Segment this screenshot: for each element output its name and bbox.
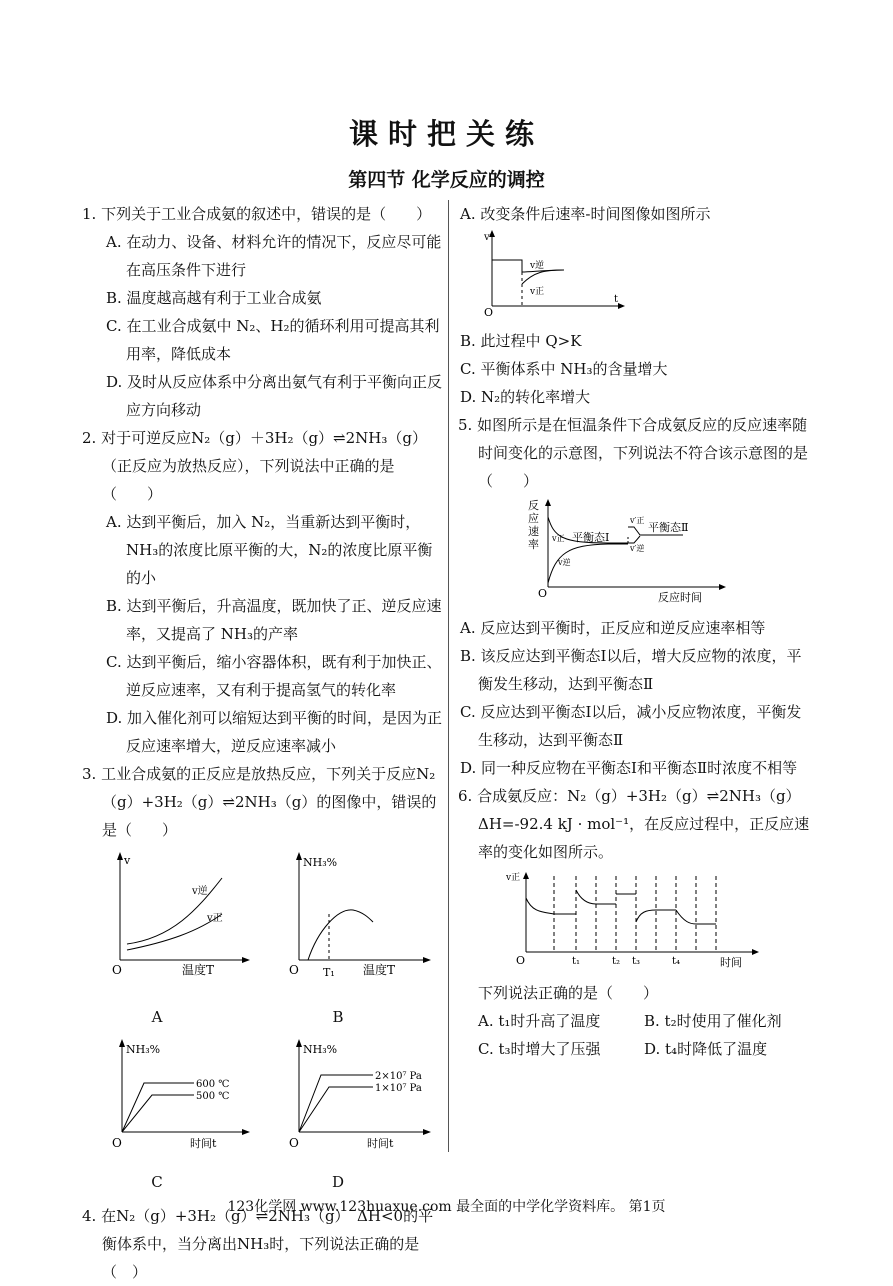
figure-5-state-2: 平衡态Ⅱ bbox=[648, 521, 689, 534]
figure-6-tick-t2: t₂ bbox=[612, 956, 621, 967]
figure-3c-origin: O bbox=[112, 1136, 122, 1150]
figure-3c-tag: C bbox=[151, 1173, 163, 1191]
figure-3c bbox=[82, 1037, 263, 1196]
question-6-stem: 6. 合成氨反应：N₂（g）+3H₂（g）⇌2NH₃（g）ΔH=-92.4 kJ · mol⁻¹，在反应过程中，正反应速率的变化如图所示。 bbox=[458, 787, 810, 861]
column-divider bbox=[448, 200, 449, 1152]
figure-3b-ylabel: NH₃% bbox=[303, 856, 338, 869]
figure-3c-series-1: 500 ℃ bbox=[196, 1091, 230, 1102]
figure-3d-line-2e7 bbox=[299, 1075, 373, 1132]
figure-3d-series-1: 1×10⁷ Pa bbox=[375, 1083, 422, 1094]
question-2-stem: 2. 对于可逆反应N₂（g）＋3H₂（g）⇌2NH₃（g）（正反应为放热反应），下列说法中正确的是（ ） bbox=[82, 429, 427, 503]
figure-5-xlabel: 反应时间 bbox=[658, 591, 702, 604]
question-2-option-d: D. 加入催化剂可以缩短达到平衡的时间，是因为正反应速率增大，逆反应速率减小 bbox=[106, 709, 443, 755]
figure-6-origin: O bbox=[516, 954, 526, 967]
question-3-stem: 3. 工业合成氨的正反应是放热反应，下列关于反应N₂（g）+3H₂（g）⇌2NH₃（g）的图像中，错误的是（ ） bbox=[82, 765, 437, 839]
figure-3d bbox=[263, 1037, 444, 1196]
figure-6-ylabel: v正 bbox=[506, 873, 521, 883]
figure-5-ylabel-0: 反 bbox=[528, 499, 539, 512]
figure-3a-curve-reverse bbox=[127, 878, 222, 944]
figure-4-series-0: v逆 bbox=[530, 261, 545, 271]
figure-6-tick-t1: t₁ bbox=[572, 956, 581, 967]
figure-3d-origin: O bbox=[289, 1136, 299, 1150]
question-1-option-a: A. 在动力、设备、材料允许的情况下，反应尽可能在高压条件下进行 bbox=[106, 233, 442, 279]
figure-5-label-v-forward-prime: v′正 bbox=[630, 516, 645, 525]
question-5-option-d: D. 同一种反应物在平衡态Ⅰ和平衡态Ⅱ时浓度不相等 bbox=[460, 759, 798, 777]
figure-3a-ylabel: v bbox=[124, 854, 131, 867]
figure-5-ylabel-1: 应 bbox=[528, 512, 539, 525]
figure-3d-tag: D bbox=[331, 1173, 345, 1191]
figure-3c-series-0: 600 ℃ bbox=[196, 1079, 230, 1090]
page-title: 课时把关练 bbox=[348, 117, 544, 151]
figure-4-xlabel: t bbox=[614, 294, 619, 305]
figure-6-tick-t4: t₄ bbox=[672, 956, 681, 967]
question-5-option-a: A. 反应达到平衡时，正反应和逆反应速率相等 bbox=[460, 619, 766, 637]
page-footer: 123化学网 www.123huaxue.com 最全面的中学化学资料库。 第1页 bbox=[227, 1199, 666, 1215]
question-4-option-a: A. 改变条件后速率-时间图像如图所示 bbox=[460, 205, 711, 223]
left-column bbox=[82, 200, 444, 1286]
figure-5-ylabel-3: 率 bbox=[528, 538, 539, 551]
figure-3a-origin: O bbox=[112, 963, 122, 977]
figure-3a-series-1: v正 bbox=[207, 913, 223, 924]
question-5 bbox=[458, 411, 810, 782]
figure-5-ylabel-2: 速 bbox=[528, 525, 539, 538]
question-5-option-c: C. 反应达到平衡态Ⅰ以后，减小反应物浓度，平衡发生移动，达到平衡态Ⅱ bbox=[460, 703, 802, 749]
figure-3b bbox=[263, 850, 444, 1031]
question-6-option-c: C. t₃时增大了压强 bbox=[478, 1040, 601, 1058]
question-6-option-b: B. t₂时使用了催化剂 bbox=[644, 1012, 782, 1030]
question-1-option-b: B. 温度越高越有利于工业合成氨 bbox=[106, 289, 322, 307]
question-6-option-a: A. t₁时升高了温度 bbox=[478, 1012, 601, 1030]
page-subtitle: 第四节 化学反应的调控 bbox=[348, 169, 545, 191]
figure-5-state-1: 平衡态Ⅰ bbox=[572, 531, 610, 544]
question-1 bbox=[82, 200, 444, 424]
figure-4-ylabel: v bbox=[484, 232, 490, 243]
question-2-option-b: B. 达到平衡后，升高温度，既加快了正、逆反应速率，又提高了 NH₃的产率 bbox=[106, 597, 442, 643]
question-1-option-d: D. 及时从反应体系中分离出氨气有利于平衡向正反应方向移动 bbox=[106, 373, 443, 419]
figure-3b-tick: T₁ bbox=[323, 966, 335, 979]
figure-3b-xlabel: 温度T bbox=[363, 963, 396, 977]
figure-5-label-v-reverse-prime: v′逆 bbox=[630, 544, 645, 553]
question-4-option-d: D. N₂的转化率增大 bbox=[460, 388, 591, 406]
figure-3d-series-0: 2×10⁷ Pa bbox=[375, 1071, 422, 1082]
question-5-stem: 5. 如图所示是在恒温条件下合成氨反应的反应速率随时间变化的示意图，下列说法不符合该示意图的是（ ） bbox=[458, 416, 809, 490]
question-6-option-d: D. t₄时降低了温度 bbox=[644, 1040, 768, 1058]
figure-5 bbox=[528, 497, 810, 614]
figure-4-series-1: v正 bbox=[530, 287, 545, 297]
figure-5-label-v-reverse: v逆 bbox=[558, 558, 571, 567]
figure-3b-tag: B bbox=[332, 1008, 344, 1026]
figure-5-origin: O bbox=[538, 587, 548, 600]
figure-5-label-v-forward: v正 bbox=[552, 534, 565, 543]
question-3 bbox=[82, 760, 444, 1196]
figure-3c-ylabel: NH₃% bbox=[126, 1043, 161, 1056]
question-4-stem: 4. 在N₂（g）+3H₂（g）⇌2NH₃（g） ΔH<0的平衡体系中，当分离出NH₃时，下列说法正确的是（ ） bbox=[82, 1207, 434, 1281]
figure-3b-origin: O bbox=[289, 963, 299, 977]
question-2 bbox=[82, 424, 444, 760]
right-column bbox=[458, 200, 810, 1063]
question-6-question: 下列说法正确的是（ ） bbox=[478, 984, 659, 1002]
question-1-option-c: C. 在工业合成氨中 N₂、H₂的循环利用可提高其利用率，降低成本 bbox=[106, 317, 440, 363]
figure-3c-xlabel: 时间t bbox=[190, 1137, 217, 1150]
figure-6-xlabel: 时间 bbox=[720, 956, 742, 969]
figure-6 bbox=[506, 870, 810, 979]
question-2-option-a: A. 达到平衡后，加入 N₂，当重新达到平衡时，NH₃的浓度比原平衡的大，N₂的浓度比原平衡的小 bbox=[106, 513, 433, 587]
figure-3a-xlabel: 温度T bbox=[182, 963, 215, 977]
question-6 bbox=[458, 782, 810, 1063]
figure-3a-series-0: v逆 bbox=[192, 886, 208, 897]
figure-3a-tag: A bbox=[151, 1008, 163, 1026]
question-4-option-c: C. 平衡体系中 NH₃的含量增大 bbox=[460, 360, 668, 378]
figure-4 bbox=[482, 228, 810, 327]
question-2-option-c: C. 达到平衡后，缩小容器体积，既有利于加快正、逆反应速率，又有利于提高氢气的转化率 bbox=[106, 653, 442, 699]
figure-3d-line-1e7 bbox=[299, 1087, 373, 1132]
figure-4-origin: O bbox=[484, 306, 494, 318]
figure-3a bbox=[82, 850, 263, 1031]
figure-3c-line-500 bbox=[122, 1095, 194, 1132]
figure-3c-line-600 bbox=[122, 1083, 194, 1132]
figure-3b-curve bbox=[308, 910, 373, 960]
question-1-stem: 1. 下列关于工业合成氨的叙述中，错误的是（ ） bbox=[82, 205, 432, 223]
question-4-option-b: B. 此过程中 Q>K bbox=[460, 332, 582, 350]
figure-3d-ylabel: NH₃% bbox=[303, 1043, 338, 1056]
figure-6-tick-t3: t₃ bbox=[632, 956, 641, 967]
question-5-option-b: B. 该反应达到平衡态Ⅰ以后，增大反应物的浓度，平衡发生移动，达到平衡态Ⅱ bbox=[460, 647, 802, 693]
figure-3d-xlabel: 时间t bbox=[367, 1137, 394, 1150]
figure-4-forward-line bbox=[492, 260, 522, 272]
